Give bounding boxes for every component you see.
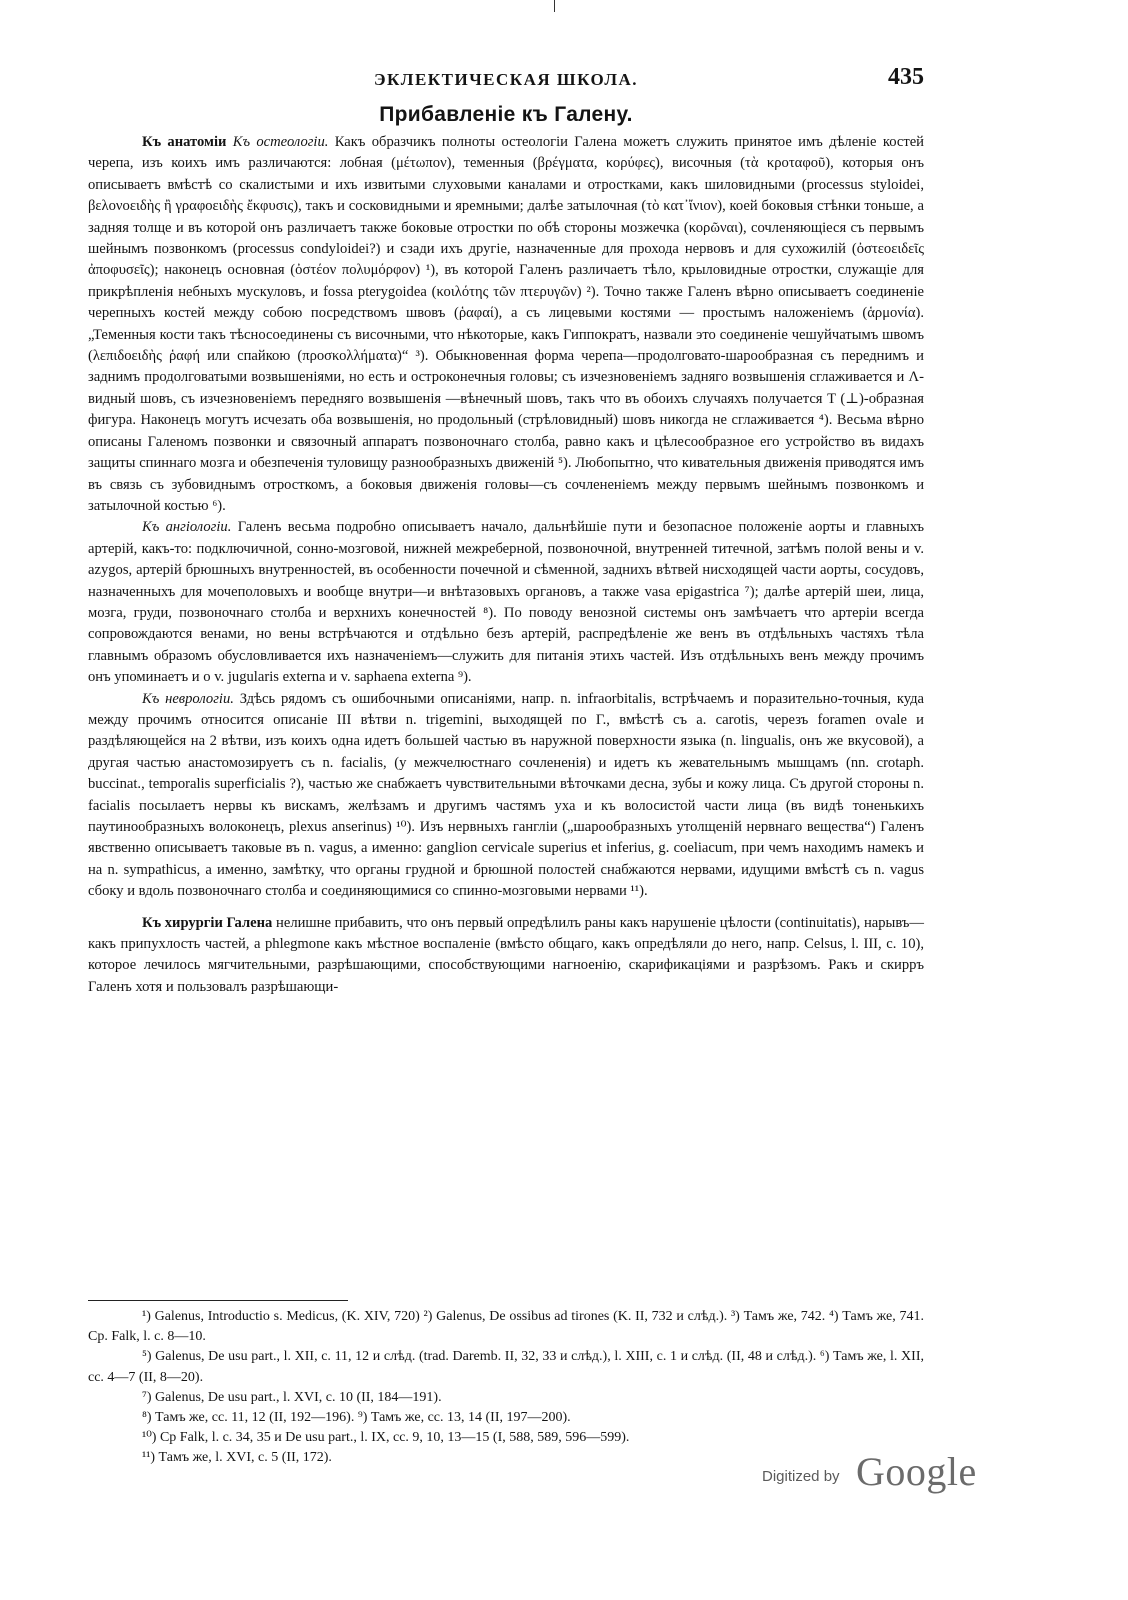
page-number: 435 [888, 64, 924, 90]
paragraph-text: Какъ образчикъ полноты остеологіи Галена можетъ служить принятое имъ дѣленіе костей черепа, изъ коихъ имъ различаются: лобная (μέτωπον), теменныя (βρέγματα, κορύφες), височныя (τὰ κροταφοῦ), которыя онъ описываетъ вмѣстѣ со скалистыми и ихъ извитыми слуховыми каналами и отростками, какъ шиловидными (processus styloidei, βελονοειδὴς ἢ γραφοειδὴς ἔκφυσις), такъ и сосковидными и яремными; далѣе затылочная (τὸ κατ᾽ἴνιον), коей боковыя стѣнки тоньше, а задняя толще и въ которой онъ различаетъ также боковые отростки по обѣ стороны мозжечка (κορῶναι), сочленяющіеся съ первымъ шейнымъ позвонкомъ (processus condyloidei?) и сзади ихъ другіе, назначенные для прохода нервовъ и для сухожилій (ὀστεοειδεῖς ἀποφυσεῖς); наконецъ основная (ὀστέον πολυμόρφον) ¹), въ которой Галенъ различаетъ тѣло, крыловидные отростки, служащіе для прикрѣпленія небныхъ мускуловъ, и fossa pterygoidea (κοιλότης τῶν πτερυγῶν) ²). Точно также Галенъ вѣрно описываетъ соединеніе черепныхъ костей между собою посредствомъ швовъ (ῥαφαί), а съ лицевыми костями — простымъ наложеніемъ (ἁρμονία). „Теменныя кости такъ тѣсносоединены съ височными, что нѣкоторые, какъ Гиппократъ, назвали это соединеніе чешуйчатымъ швомъ (λεπιδοειδὴς ῥαφή или спайкою (προσκολλήματα)“ ³). Обыкновенная форма черепа—продолговато-шарообразная съ переднимъ и заднимъ продолговатыми возвышеніями, но есть и остроконечныя головы; съ изчезновеніемъ задняго возвышенія сглаживается и Λ-видный шовъ, съ изчезновеніемъ передняго возвышенія —вѣнечный шовъ, такъ что въ обоихъ случаяхъ получается T (⊥)-образная фигура. Наконецъ могутъ исчезать оба возвышенія, но продольный (стрѣловидный) шовъ никогда не сглаживается ⁴). Весьма вѣрно описаны Галеномъ позвонки и связочный аппаратъ позвоночнаго столба, равно какъ и цѣлесообразное его устройство въ видахъ защиты спиннаго мозга и обезпеченія туловищу разнообразныхъ движеній ⁵). Любопытно, что кивательныя движенія приводятся имъ въ связь съ зубовиднымъ отросткомъ, а боковыя движенія головы—съ сочлененіемъ между первымъ шейнымъ позвонкомъ и затылочной костью ⁶). [88, 134, 924, 514]
main-text [88, 132, 924, 998]
paragraph-subhead: Къ ангіологіи. [142, 519, 232, 536]
paragraph-text: Галенъ весьма подробно описываетъ начало, дальнѣйшіе пути и безопасное положеніе аорты и главныхъ артерій, какъ-то: подключичной, сонно-мозговой, нижней межреберной, позвоночной, внутренней титечной, затѣмъ полой вены и v. azygos, артерій брюшныхъ внутренностей, въ особенности почечной и сѣменной, заднихъ вѣтвей нисходящей части аорты, сосудовъ, назначенныхъ для мочеполовыхъ и вообще внутри—и внѣтазовыхъ органовъ, а также vasa epigastrica ⁷); далѣе артерій шеи, лица, мозга, груди, позвоночнаго столба и верхнихъ конечностей ⁸). По поводу венозной системы онъ замѣчаетъ что артеріи всегда сопровождаются венами, но вены встрѣчаются и отдѣльно безъ артерій, распредѣленіе же венъ въ отдѣльныхъ частяхъ тѣла главнымъ образомъ обусловливается ихъ назначеніемъ—служить для питанія этихъ частей. Изъ отдѣльныхъ венъ между прочимъ онъ упоминаетъ и о v. jugularis externa и v. saphaena externa ⁹). [88, 519, 924, 686]
paragraph-subhead: Къ неврологіи. [142, 690, 234, 707]
paragraph-subhead: Къ остеологіи. [232, 134, 329, 150]
footnote: ⁸) Тамъ же, cc. 11, 12 (II, 192—196). ⁹) Тамъ же, cc. 13, 14 (II, 197—200). [142, 1410, 571, 1426]
paragraph-lead: Къ хирургіи Галена [142, 914, 273, 931]
footnote: ¹¹) Тамъ же, l. XVI, c. 5 (II, 172). [142, 1450, 332, 1466]
footnote-rule [88, 1300, 348, 1301]
running-title: ЭКЛЕКТИЧЕСКАЯ ШКОЛА. [373, 70, 639, 89]
section-title: Прибавленіе къ Галену. [379, 103, 633, 126]
paragraph-anatomy [88, 132, 924, 517]
paragraph-text: нелишне прибавить, что онъ первый опредѣлилъ раны какъ нарушеніе цѣлости (continuitatis), нарывъ—какъ припухлость частей, а phlegmone какъ мѣстное воспаленіе (вмѣсто общаго, какъ опредѣляли до него, напр. Celsus, l. III, c. 10), которое лечилось мягчительными, разрѣшающими, способствующими нагноенію, скарификаціями и разрѣзомъ. Ракъ и скирръ Галенъ хотя и пользовалъ разрѣшающи- [88, 914, 924, 995]
footnote: ¹⁰) Ср Falk, l. c. 34, 35 и De usu part., l. IX, cc. 9, 10, 13—15 (I, 588, 589, 596—599). [142, 1430, 630, 1446]
page-header [88, 64, 924, 94]
watermark-prefix: Digitized by [762, 1468, 840, 1485]
paragraph-surgery [88, 913, 924, 999]
paragraph-text: Здѣсь рядомъ съ ошибочными описаніями, напр. n. infraorbitalis, встрѣчаемъ и поразительно-точныя, куда между прочимъ относится описаніе III вѣтви n. trigemini, выходящей по Г., вмѣстѣ съ a. carotis, черезъ foramen ovale и раздѣляющейся на 2 вѣтви, изъ коихъ одна идетъ большей частью въ наружной поверхности языка (n. lingualis, онъ же вкусовой), а другая частью анастомозируетъ съ n. facialis, (у межчелюстнаго сочлененія) и идетъ къ жевательнымъ мышцамъ (nn. crotaph. buccinat., temporalis superficialis ?), частью же снабжаетъ чувствительными вѣточками десна, зубы и кожу лица. Съ другой стороны n. facialis посылаетъ нервы къ вискамъ, желѣзамъ и другимъ частямъ уха и къ волосистой части лица (въ видѣ тоненькихъ паутинообразныхъ волоконецъ, plexus anserinus) ¹⁰). Изъ нервныхъ гангліи („шарообразныхъ утолщеній нервнаго вещества“) Галенъ явственно описываетъ таковые въ n. vagus, а именно: ganglion cervicale superius et inferius, g. coeliacum, при чемъ находимъ намекъ и на n. sympathicus, а именно, замѣтку, что органы грудной и брюшной полостей снабжаются нервами, идущими вмѣстѣ съ n. vagus сбоку и вдоль позвоночнаго столба и соединяющимися со спинно-мозговыми нервами ¹¹). [88, 690, 924, 900]
footnotes [88, 1300, 924, 1469]
footnote: ⁵) Galenus, De usu part., l. XII, c. 11, 12 и слѣд. (trad. Daremb. II, 32, 33 и слѣд.), l. XIII, c. 1 и слѣд. (II, 48 и слѣд.). ⁶) Тамъ же, l. XII, cc. 4—7 (II, 8—20). [88, 1349, 924, 1385]
paragraph-lead: Къ анатоміи [142, 134, 227, 150]
scan-tick-mark [554, 0, 555, 12]
google-logo: Google [856, 1449, 977, 1494]
footnote: ⁷) Galenus, De usu part., l. XVI, c. 10 (II, 184—191). [142, 1389, 442, 1405]
digitized-watermark [760, 1448, 1010, 1498]
footnote: ¹) Galenus, Introductio s. Medicus, (K. XIV, 720) ²) Galenus, De ossibus ad tirones (K. II, 732 и слѣд.). ³) Тамъ же, 742. ⁴) Тамъ же, 741. Ср. Falk, l. c. 8—10. [88, 1309, 924, 1345]
paragraph-angiology [88, 517, 924, 688]
paragraph-neurology [88, 689, 924, 903]
